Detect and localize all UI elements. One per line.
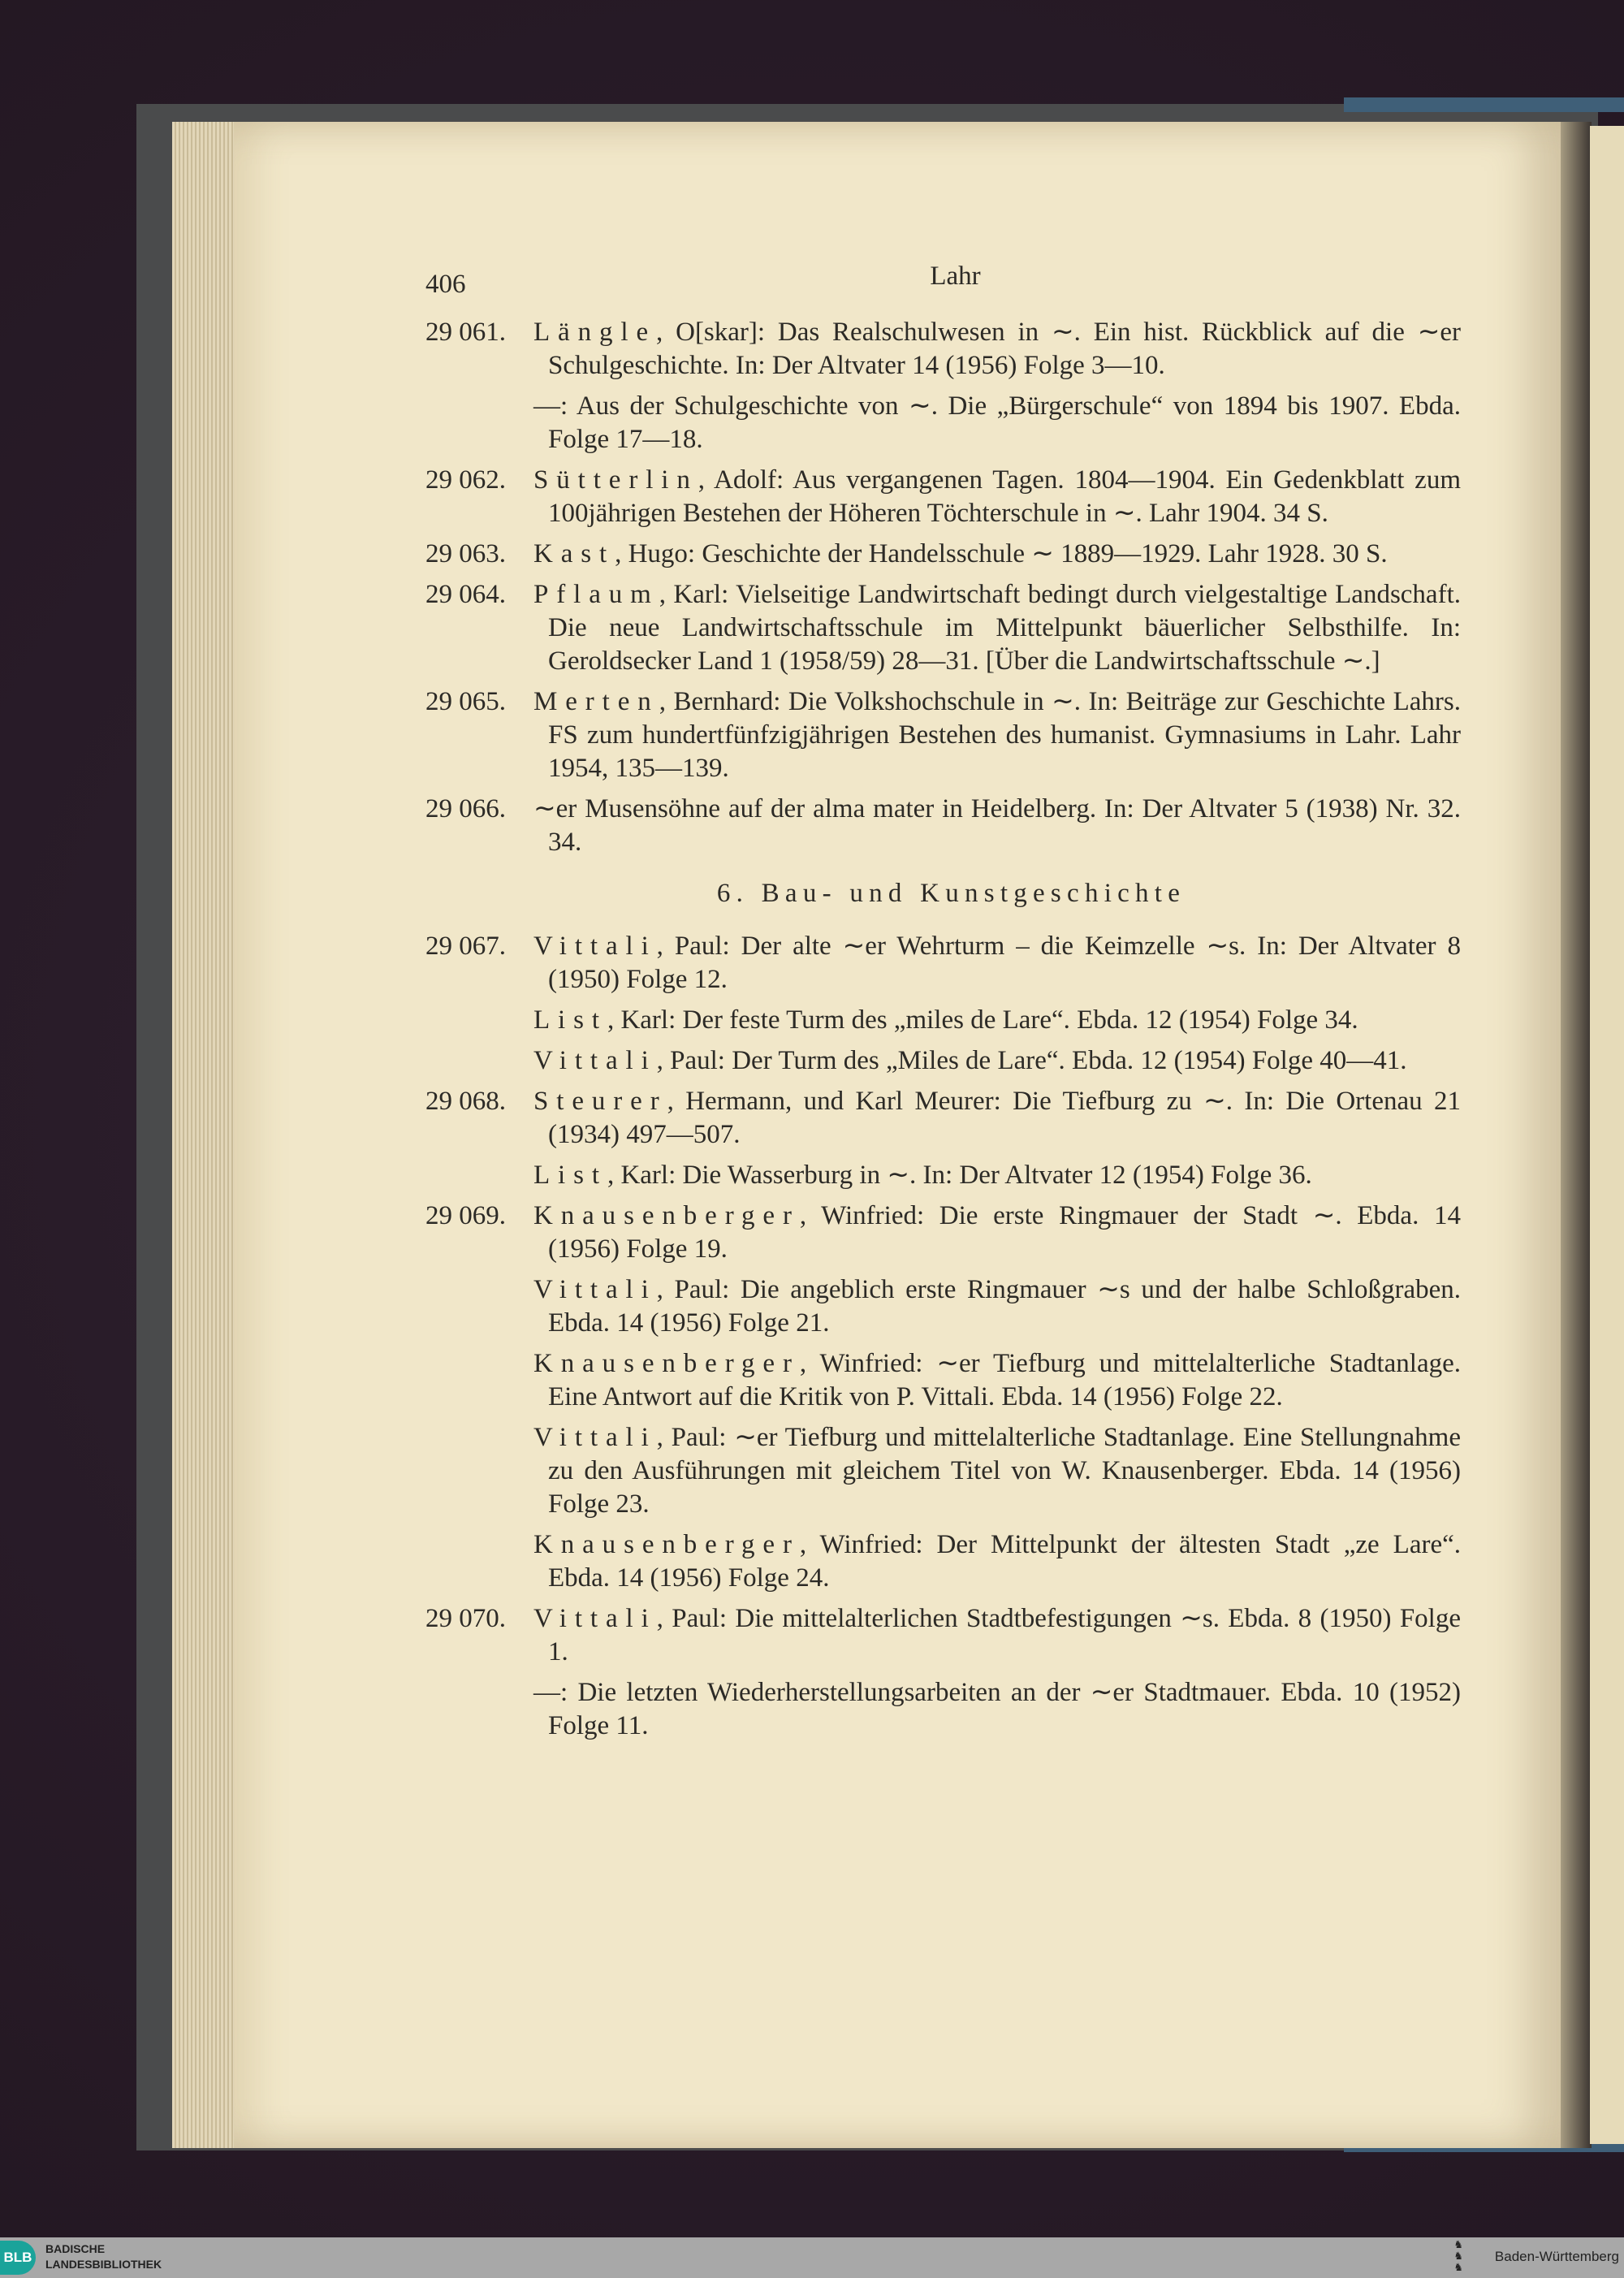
library-name-line1: BADISCHE <box>45 2242 106 2255</box>
blb-logo: BLB <box>0 2241 36 2275</box>
book-cover-edge-top <box>1344 97 1624 112</box>
entry-citation <box>533 316 1461 383</box>
author-surname: Merten <box>533 687 659 716</box>
bibliography-list <box>425 316 1461 859</box>
citation-text: —: Die letzten Wiederherstellungsarbeiten an der ∼er Stadtmauer. Ebda. 10 (1952) Folge 11. <box>533 1678 1461 1740</box>
entry-citation <box>533 793 1461 859</box>
entry-citation <box>533 1085 1461 1152</box>
entry-citation <box>533 464 1461 530</box>
facing-page-edge <box>1590 126 1624 2144</box>
citation-text: , Paul: Der alte ∼er Wehrturm – die Keimzelle ∼s. In: Der Altvater 8 (1950) Folge 12. <box>548 932 1461 994</box>
footer-bar <box>0 2237 1624 2278</box>
entry-citation <box>533 538 1461 571</box>
author-surname: List <box>533 1161 607 1190</box>
bibliography-entry <box>425 316 1461 456</box>
entry-number: 29 066. <box>425 794 506 823</box>
library-name <box>45 2241 162 2272</box>
citation-text: , Paul: ∼er Tiefburg und mittelalterliche Stadtanlage. Eine Stellungnahme zu den Ausführungen mit gleichem Titel von W. Knausenberger. Ebda. 14 (1956) Folge 23. <box>548 1423 1461 1519</box>
entry-citation <box>533 1602 1461 1669</box>
author-surname: Längle <box>533 318 657 347</box>
entry-citation <box>533 1273 1461 1340</box>
state-label: Baden-Württemberg <box>1494 2249 1619 2264</box>
author-surname: Sütterlin <box>533 465 698 495</box>
author-surname: Pflaum <box>533 580 659 609</box>
page-text <box>425 260 1461 1743</box>
entry-citation <box>533 1676 1461 1743</box>
citation-text: , Paul: Der Turm des „Miles de Lare“. Ebda. 12 (1954) Folge 40—41. <box>656 1046 1407 1075</box>
author-surname: Knausenberger <box>533 1530 800 1559</box>
bibliography-entry <box>425 930 1461 1078</box>
page-stack-edges <box>172 122 235 2148</box>
page-header <box>425 260 1461 309</box>
citation-text: , Hugo: Geschichte der Handelsschule ∼ 1889—1929. Lahr 1928. 30 S. <box>615 539 1388 568</box>
bibliography-list <box>425 930 1461 1743</box>
page-number: 406 <box>425 270 466 299</box>
citation-text: , Winfried: ∼er Tiefburg und mittelalterliche Stadtanlage. Eine Antwort auf die Kritik von P. Vittali. Ebda. 14 (1956) Folge 22. <box>548 1349 1461 1411</box>
entry-number: 29 062. <box>425 465 506 495</box>
entry-number: 29 065. <box>425 687 506 716</box>
citation-text: , Adolf: Aus vergangenen Tagen. 1804—1904. Ein Gedenkblatt zum 100jährigen Bestehen der Höheren Töchterschule in ∼. Lahr 1904. 34 S. <box>548 465 1461 528</box>
entry-number: 29 063. <box>425 539 506 568</box>
author-surname: Knausenberger <box>533 1349 800 1378</box>
citation-text: , Paul: Die angeblich erste Ringmauer ∼s und der halbe Schloßgraben. Ebda. 14 (1956) Folge 21. <box>548 1275 1461 1338</box>
entry-number: 29 067. <box>425 932 506 961</box>
citation-text: , Karl: Der feste Turm des „miles de Lare“. Ebda. 12 (1954) Folge 34. <box>607 1005 1358 1035</box>
author-surname: Vittali <box>533 932 657 961</box>
citation-text: , Winfried: Die erste Ringmauer der Stadt ∼. Ebda. 14 (1956) Folge 19. <box>548 1201 1461 1264</box>
bibliography-entry <box>425 1602 1461 1743</box>
entry-number: 29 064. <box>425 580 506 609</box>
citation-text: ∼er Musensöhne auf der alma mater in Heidelberg. In: Der Altvater 5 (1938) Nr. 32. 34. <box>533 794 1461 857</box>
entry-number: 29 069. <box>425 1201 506 1230</box>
entry-citation <box>533 1528 1461 1595</box>
entry-citation <box>533 1159 1461 1192</box>
library-name-line2: LANDESBIBLIOTHEK <box>45 2258 162 2271</box>
citation-text: , O[skar]: Das Realschulwesen in ∼. Ein hist. Rückblick auf die ∼er Schulgeschichte. In: Der Altvater 14 (1956) Folge 3—10. <box>548 318 1461 380</box>
entry-citation <box>533 390 1461 456</box>
citation-text: , Paul: Die mittelalterlichen Stadtbefestigungen ∼s. Ebda. 8 (1950) Folge 1. <box>548 1604 1461 1666</box>
entry-citation <box>533 1200 1461 1266</box>
citation-text: , Hermann, und Karl Meurer: Die Tiefburg zu ∼. In: Die Ortenau 21 (1934) 497—507. <box>548 1087 1461 1149</box>
author-surname: List <box>533 1005 607 1035</box>
entry-citation <box>533 930 1461 996</box>
entry-number: 29 070. <box>425 1604 506 1633</box>
entry-citation <box>533 578 1461 678</box>
author-surname: Vittali <box>533 1275 657 1304</box>
citation-text: —: Aus der Schulgeschichte von ∼. Die „Bürgerschule“ von 1894 bis 1907. Ebda. Folge 17—18. <box>533 391 1461 454</box>
entry-citation <box>533 1004 1461 1037</box>
author-surname: Steurer <box>533 1087 667 1116</box>
author-surname: Vittali <box>533 1046 657 1075</box>
citation-text: , Karl: Die Wasserburg in ∼. In: Der Altvater 12 (1954) Folge 36. <box>607 1161 1312 1190</box>
citation-text: , Winfried: Der Mittelpunkt der ältesten Stadt „ze Lare“. Ebda. 14 (1956) Folge 24. <box>548 1530 1461 1593</box>
book-gutter <box>1561 122 1592 2148</box>
bibliography-entry <box>425 578 1461 678</box>
bibliography-entry <box>425 538 1461 571</box>
running-title: Lahr <box>930 262 981 291</box>
citation-text: , Bernhard: Die Volkshochschule in ∼. In: Beiträge zur Geschichte Lahrs. FS zum hundertfünfzigjährigen Bestehen des humanist. Gymnasiums in Lahr. Lahr 1954, 135—139. <box>548 687 1461 783</box>
author-surname: Knausenberger <box>533 1201 800 1230</box>
bibliography-entry <box>425 685 1461 785</box>
bibliography-entry <box>425 1085 1461 1192</box>
bibliography-entry <box>425 793 1461 859</box>
section-heading: 6. Bau- und Kunstgeschichte <box>716 879 1186 908</box>
entry-number: 29 068. <box>425 1087 506 1116</box>
entry-citation <box>533 685 1461 785</box>
bibliography-entry <box>425 464 1461 530</box>
entry-citation <box>533 1347 1461 1414</box>
author-surname: Kast <box>533 539 615 568</box>
author-surname: Vittali <box>533 1423 657 1452</box>
citation-text: , Karl: Vielseitige Landwirtschaft bedingt durch vielgestaltige Landschaft. Die neue Landwirtschaftsschule im Mittelpunkt bäuerlicher Selbsthilfe. In: Geroldsecker Land 1 (1958/59) 28—31. [Über die Landwirtschaftsschule ∼.] <box>548 580 1461 676</box>
entry-number: 29 061. <box>425 318 506 347</box>
entry-citation <box>533 1421 1461 1521</box>
lion-coat-of-arms-icon: ♞ ♞ ♞ <box>1453 2239 1463 2274</box>
author-surname: Vittali <box>533 1604 657 1633</box>
entry-citation <box>533 1044 1461 1078</box>
bibliography-entry <box>425 1200 1461 1595</box>
